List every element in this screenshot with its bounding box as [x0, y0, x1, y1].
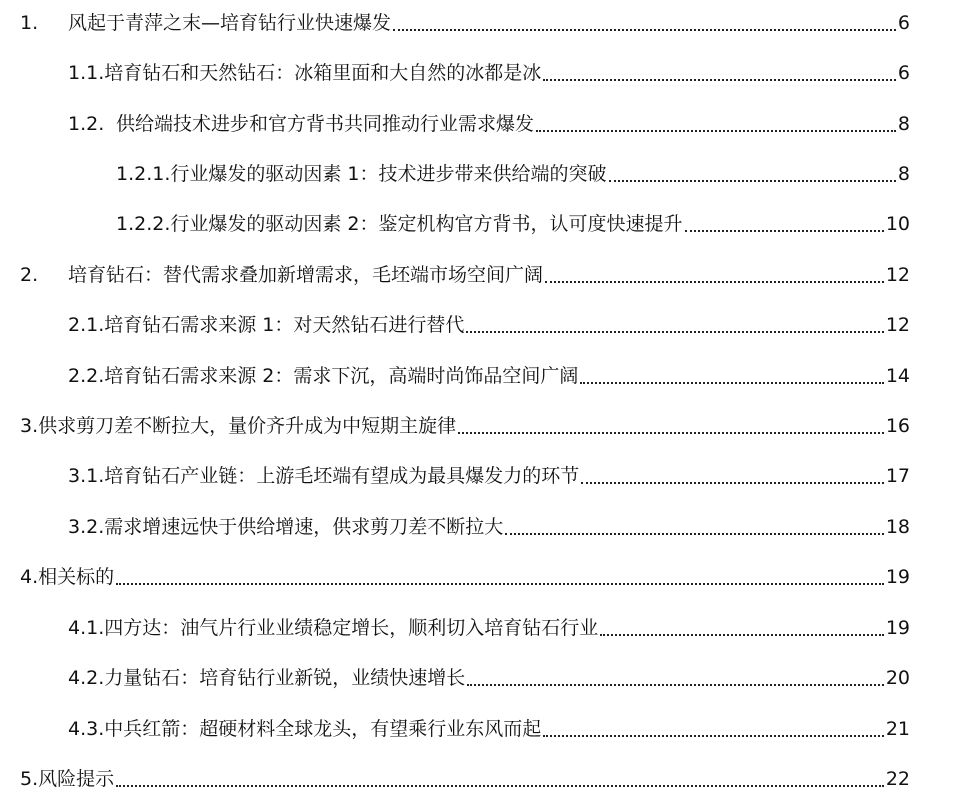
toc-entry[interactable]	[20, 414, 910, 438]
toc-leader-dots	[543, 734, 884, 737]
toc-title[interactable]: 相关标的	[38, 566, 115, 588]
toc-row-16[interactable]	[0, 756, 957, 790]
toc-entry[interactable]	[20, 263, 910, 287]
toc-page-number: 12	[885, 314, 910, 336]
toc-number: 5.	[20, 768, 39, 790]
toc-page-number: 22	[885, 768, 910, 790]
toc-page-number: 14	[885, 365, 910, 387]
toc-leader-dots	[458, 431, 884, 434]
toc-title[interactable]: 需求增速远快于供给增速，供求剪刀差不断拉大	[104, 516, 504, 538]
toc-row-2[interactable]	[0, 50, 957, 84]
toc-leader-dots	[466, 330, 883, 333]
toc-page-number: 12	[885, 264, 910, 286]
toc-leader-dots	[116, 582, 884, 585]
toc-row-6[interactable]	[0, 252, 957, 286]
toc-title[interactable]: 风险提示	[38, 768, 115, 790]
toc-row-15[interactable]	[0, 706, 957, 740]
toc-row-5[interactable]	[0, 201, 957, 235]
toc-entry[interactable]	[20, 767, 910, 791]
toc-leader-dots	[505, 532, 884, 535]
toc-page-number: 17	[885, 465, 910, 487]
toc-page-number: 20	[885, 667, 910, 689]
toc-number: 2.1.	[68, 314, 105, 336]
toc-title[interactable]: 行业爆发的驱动因素 1：技术进步带来供给端的突破	[170, 163, 607, 185]
toc-row-13[interactable]	[0, 605, 957, 639]
toc-number: 3.1.	[68, 465, 105, 487]
toc-row-8[interactable]	[0, 353, 957, 387]
toc-row-10[interactable]	[0, 453, 957, 487]
toc-leader-dots	[545, 280, 884, 283]
toc-leader-dots	[685, 229, 884, 232]
toc-leader-dots	[393, 28, 896, 31]
toc-number: 4.	[20, 566, 39, 588]
toc-number: 1.1.	[68, 62, 105, 84]
toc-number: 1.2.2.	[116, 213, 171, 235]
toc-number: 1.2.	[68, 113, 105, 135]
toc-leader-dots	[580, 381, 883, 384]
toc-title[interactable]: 行业爆发的驱动因素 2：鉴定机构官方背书，认可度快速提升	[170, 213, 683, 235]
toc-leader-dots	[609, 179, 896, 182]
toc-entry[interactable]	[68, 717, 910, 741]
toc-number: 2.2.	[68, 365, 105, 387]
toc-title[interactable]: 四方达：油气片行业业绩稳定增长，顺利切入培育钻石行业	[104, 617, 599, 639]
toc-title[interactable]: 培育钻石产业链：上游毛坯端有望成为最具爆发力的环节	[104, 465, 580, 487]
toc-entry[interactable]	[68, 61, 910, 85]
toc-page-number: 6	[897, 62, 910, 84]
toc-row-7[interactable]	[0, 302, 957, 336]
toc-number: 4.1.	[68, 617, 105, 639]
toc-row-11[interactable]	[0, 504, 957, 538]
toc-page-number: 8	[897, 113, 910, 135]
toc-entry[interactable]	[68, 364, 910, 388]
toc-entry[interactable]	[20, 565, 910, 589]
toc-row-12[interactable]	[0, 554, 957, 588]
toc-entry[interactable]	[68, 666, 910, 690]
toc-page-number: 19	[885, 617, 910, 639]
toc-entry[interactable]	[68, 112, 910, 136]
toc-entry[interactable]	[68, 616, 910, 640]
toc-page-number: 19	[885, 566, 910, 588]
toc-page-number: 6	[897, 12, 910, 34]
toc-row-4[interactable]	[0, 151, 957, 185]
toc-title[interactable]: 培育钻石需求来源 1：对天然钻石进行替代	[104, 314, 465, 336]
toc-entry[interactable]	[68, 313, 910, 337]
toc-entry[interactable]	[20, 11, 910, 35]
toc-leader-dots	[600, 633, 884, 636]
toc-row-14[interactable]	[0, 655, 957, 689]
toc-entry[interactable]	[68, 515, 910, 539]
toc-title[interactable]: 力量钻石：培育钻行业新锐，业绩快速增长	[104, 667, 466, 689]
toc-number: 2.	[20, 264, 39, 286]
toc-number: 4.2.	[68, 667, 105, 689]
toc-page-number: 10	[885, 213, 910, 235]
toc-leader-dots	[116, 784, 884, 787]
toc-number: 1.	[20, 12, 39, 34]
toc-row-3[interactable]	[0, 101, 957, 135]
toc-number: 1.2.1.	[116, 163, 171, 185]
toc-title[interactable]: 培育钻石：替代需求叠加新增需求，毛坯端市场空间广阔	[68, 264, 544, 286]
toc-page-number: 18	[885, 516, 910, 538]
toc-leader-dots	[536, 129, 896, 132]
toc-title[interactable]: 培育钻石和天然钻石：冰箱里面和大自然的冰都是冰	[104, 62, 542, 84]
toc-leader-dots	[467, 683, 884, 686]
toc-number: 4.3.	[68, 718, 105, 740]
toc-number: 3.	[20, 415, 39, 437]
toc-title[interactable]: 培育钻石需求来源 2：需求下沉，高端时尚饰品空间广阔	[104, 365, 579, 387]
toc-page-number: 16	[885, 415, 910, 437]
toc-leader-dots	[581, 481, 884, 484]
toc-title[interactable]: 中兵红箭：超硬材料全球龙头，有望乘行业东风而起	[104, 718, 542, 740]
toc-row-1[interactable]	[0, 0, 957, 34]
toc-page-number: 8	[897, 163, 910, 185]
toc-title[interactable]: 供求剪刀差不断拉大，量价齐升成为中短期主旋律	[38, 415, 457, 437]
toc-number: 3.2.	[68, 516, 105, 538]
toc-title[interactable]: 风起于青萍之末—培育钻行业快速爆发	[68, 12, 392, 34]
toc-entry[interactable]	[116, 212, 910, 236]
toc-entry[interactable]	[116, 162, 910, 186]
toc-entry[interactable]	[68, 464, 910, 488]
toc-title[interactable]: 供给端技术进步和官方背书共同推动行业需求爆发	[116, 113, 535, 135]
toc-row-9[interactable]	[0, 403, 957, 437]
toc-leader-dots	[543, 78, 896, 81]
toc-page-number: 21	[885, 718, 910, 740]
